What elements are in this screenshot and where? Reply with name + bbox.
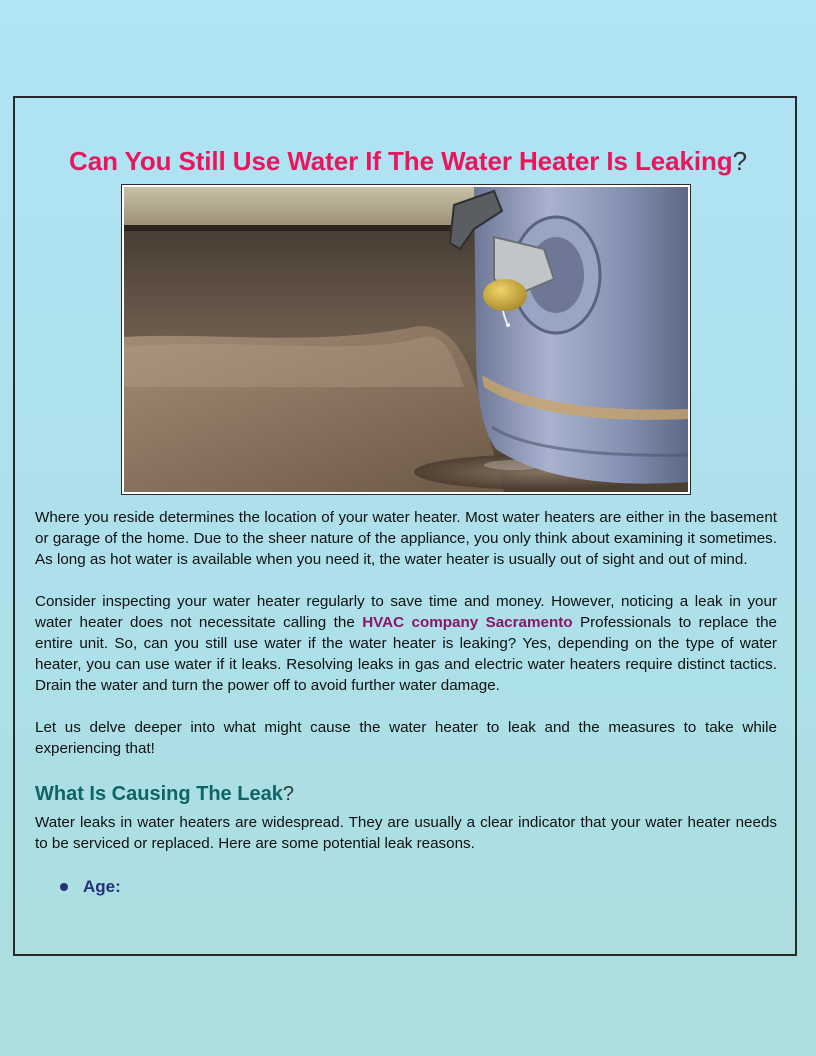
paragraph-inspection-text-end: Professionals to replace the entire unit. So, can you still use water if the water heater is leaking? Yes, depending on the type of water heater, you can use water if it leaks. Resolving leaks in gas and electric water heaters require distinct tactics. Drain the water and turn the power off to avoid further water damage. [35, 614, 778, 694]
section-heading-question-mark: ? [282, 783, 294, 805]
leak-reasons-list [35, 877, 777, 897]
title-text: Can You Still Use Water If The Water Heater Is Leaking [69, 146, 733, 176]
leaking-water-heater-illustration [124, 187, 688, 492]
bullet-dot-icon [60, 883, 68, 891]
paragraph-intro: Where you reside determines the location of your water heater. Most water heaters are either in the basement or garage of the home. Due to the sheer nature of the appliance, you only think about examining it sometimes. As long as hot water is available when you need it, the water heater is usually out of sight and out of mind. [35, 509, 777, 568]
hero-image [121, 184, 691, 495]
section-heading-causes [35, 783, 777, 806]
article-body [35, 507, 777, 897]
page-title [0, 146, 816, 177]
paragraph-causes-intro: Water leaks in water heaters are widespread. They are usually a clear indicator that your water heater needs to be serviced or replaced. Here are some potential leak reasons. [35, 814, 777, 852]
paragraph-inspection-text-start: Consider inspecting your water heater regularly to save time and money. However, noticing a leak in your water heater does not necessitate calling the [35, 593, 777, 631]
list-item [35, 877, 777, 897]
section-heading-text: What Is Causing The Leak [35, 783, 283, 805]
paragraph-delve: Let us delve deeper into what might cause the water heater to leak and the measures to take while experiencing that! [35, 719, 777, 757]
list-item-label: Age: [83, 877, 121, 896]
hvac-company-link[interactable]: HVAC company Sacramento [362, 614, 573, 631]
title-question-mark: ? [732, 146, 747, 176]
paragraph-inspection [35, 591, 777, 696]
